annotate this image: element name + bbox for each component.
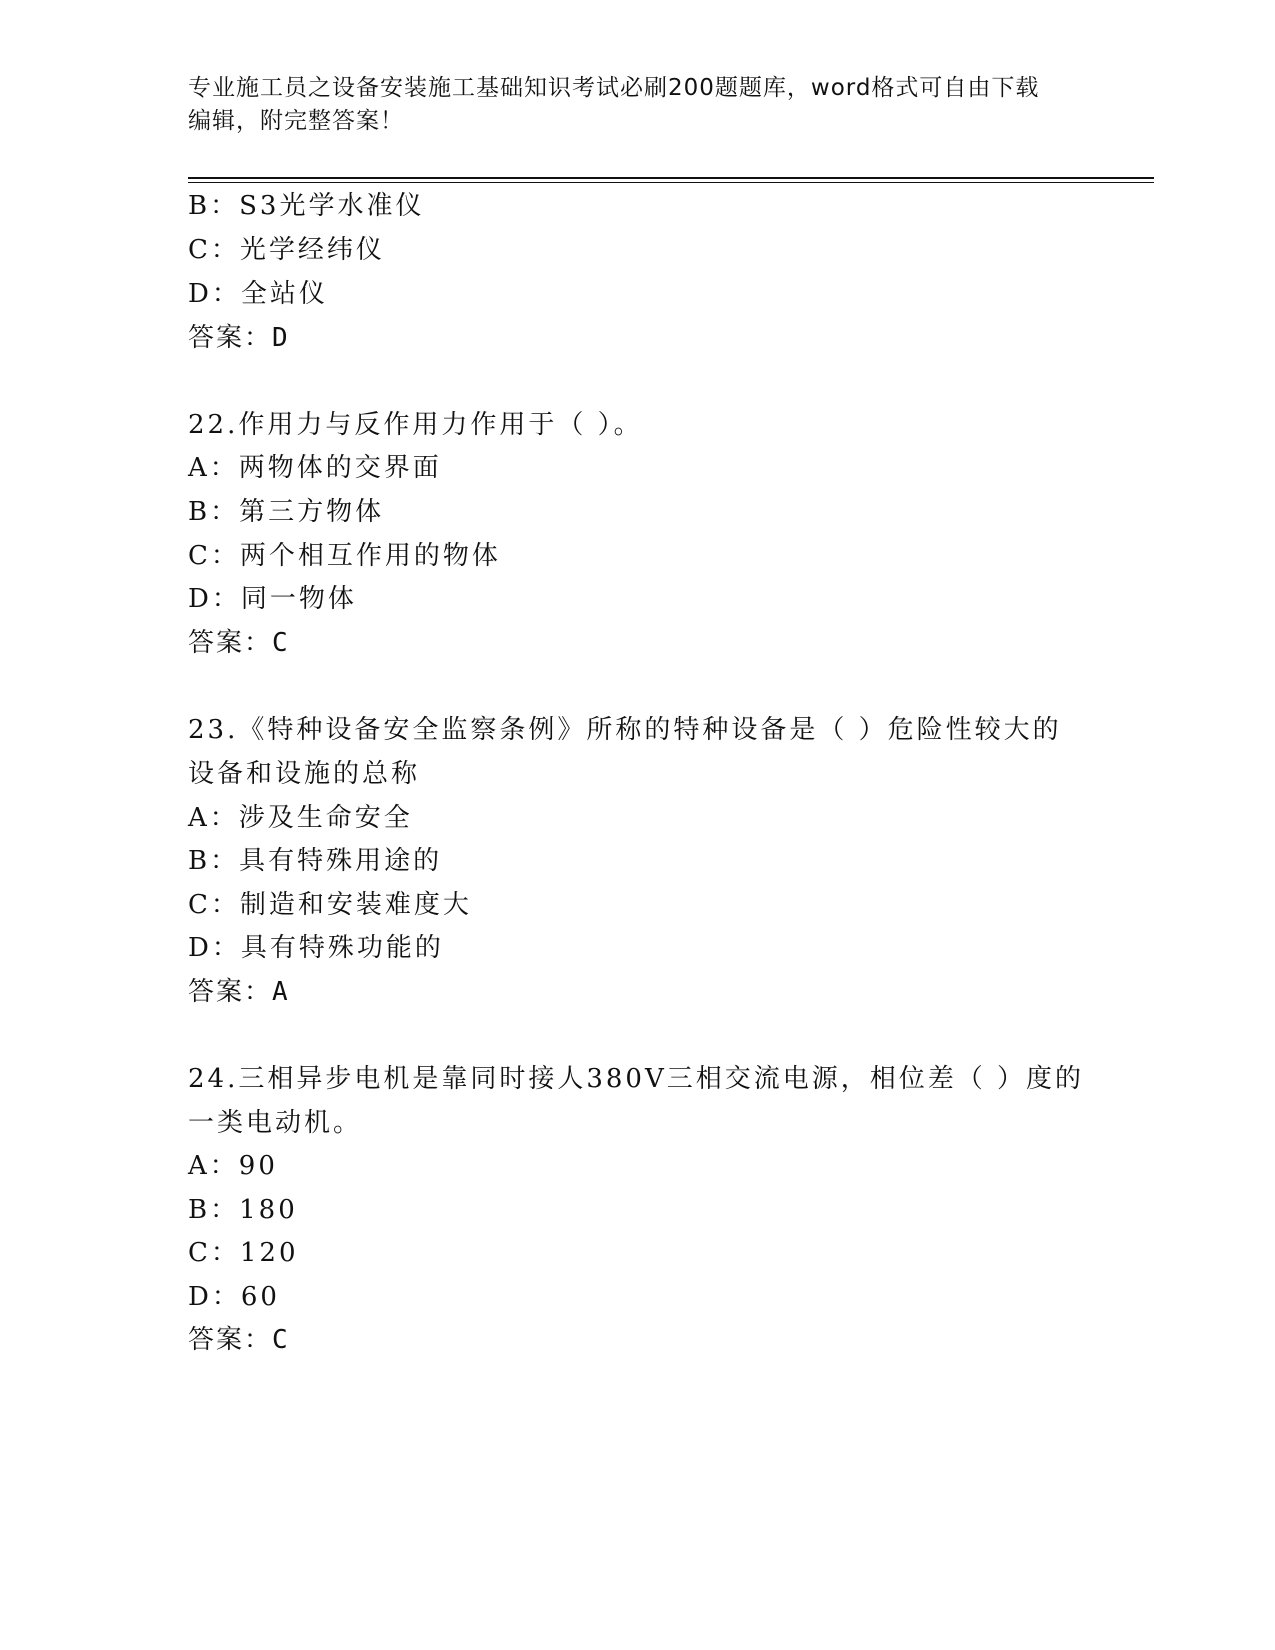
q23-option-d: D：具有特殊功能的 [188,933,444,963]
q21-option-d: D：全站仪 [188,279,328,309]
q23-option-c: C：制造和安装难度大 [188,890,472,920]
answer-value: D [272,323,290,353]
q23-stem-line-2: 设备和设施的总称 [188,759,421,789]
q23-answer [188,972,290,1012]
q22-option-b: B：第三方物体 [188,497,385,527]
answer-label: 答案： [188,977,273,1007]
q21-option-b: B：S3光学水准仪 [188,191,425,221]
header-line-1: 专业施工员之设备安装施工基础知识考试必刷200题题库，word格式可自由下载 [188,75,1040,101]
q21-answer [188,318,290,358]
q22-option-c: C：两个相互作用的物体 [188,541,501,571]
q24-answer [188,1320,290,1360]
q22-option-a: A：两物体的交界面 [188,453,442,483]
answer-value: C [272,628,290,658]
q21-option-c: C：光学经纬仪 [188,235,385,265]
q24-stem-line-2: 一类电动机。 [188,1108,363,1138]
q23-option-a: A：涉及生命安全 [188,803,413,833]
document-header [188,72,1078,138]
q24-stem-line-1: 24.三相异步电机是靠同时接人380V三相交流电源，相位差（ ）度的 [188,1064,1085,1094]
q23-stem-line-1: 23.《特种设备安全监察条例》所称的特种设备是（ ）危险性较大的 [188,715,1062,745]
q24-option-d: D：60 [188,1282,280,1312]
q24-option-a: A：90 [188,1151,278,1181]
header-line-2: 编辑，附完整答案！ [188,108,404,134]
answer-label: 答案： [188,323,273,353]
answer-label: 答案： [188,1325,273,1355]
answer-value: C [272,1325,290,1355]
answer-label: 答案： [188,628,273,658]
q22-answer [188,623,290,663]
q22-option-d: D：同一物体 [188,584,357,614]
q22-stem: 22.作用力与反作用力作用于（ ）。 [188,410,643,440]
q24-option-c: C：120 [188,1238,299,1268]
q23-option-b: B：具有特殊用途的 [188,846,443,876]
header-divider-thin [188,182,1154,183]
header-divider-thick [188,177,1154,179]
answer-value: A [272,977,290,1007]
q24-option-b: B：180 [188,1195,298,1225]
